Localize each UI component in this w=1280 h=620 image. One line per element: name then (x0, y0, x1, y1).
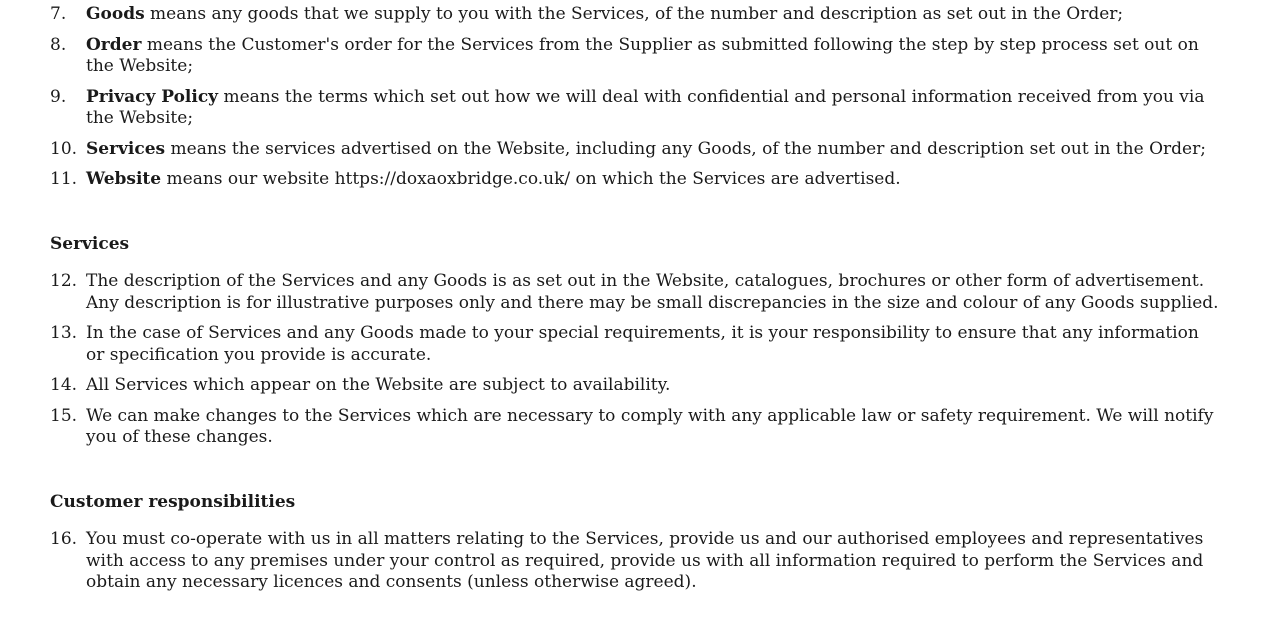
clause-item (50, 375, 1220, 397)
defined-term: Order (86, 34, 142, 55)
definition-item (50, 4, 1220, 26)
clause-text: We can make changes to the Services which are necessary to comply with any applicable law or safety requirement. We will notify you of these changes. (86, 405, 1214, 447)
clause-item (50, 323, 1220, 366)
definition-item (50, 35, 1220, 78)
terms-document (50, 4, 1220, 603)
definition-item (50, 169, 1220, 191)
clause-text (86, 87, 1220, 130)
customer-clauses (50, 529, 1220, 594)
clause-text (86, 169, 1220, 191)
clause-number: 8. (50, 34, 67, 55)
clause-item (50, 529, 1220, 594)
clause-text (86, 35, 1220, 78)
definition-item (50, 139, 1220, 161)
clause-number: 13. (50, 323, 78, 343)
clause-item (50, 406, 1220, 449)
defined-term: Services (86, 138, 166, 159)
clause-number: 15. (50, 405, 78, 426)
clause-text: In the case of Services and any Goods made to your special requirements, it is your responsibility to ensure that any information or specification you provide is accurate. (86, 323, 1199, 365)
definition-text: means any goods that we supply to you with the Services, of the number and description as set out in the Order; (144, 4, 1124, 24)
section-heading-services: Services (50, 233, 130, 254)
clause-number: 11. (50, 169, 78, 189)
definition-item (50, 87, 1220, 130)
clause-number: 12. (50, 271, 78, 291)
definition-text: means the terms which set out how we will deal with confidential and personal information received from you via the Website; (86, 86, 1205, 128)
clause-number: 9. (50, 86, 67, 107)
clause-text: You must co-operate with us in all matters relating to the Services, provide us and our authorised employees and representatives with access to any premises under your control as required, provide us with all information required to perform the Services and obtain any necessary licences and consents (unless otherwise agreed). (86, 529, 1204, 592)
section-heading-customer-responsibilities: Customer responsibilities (50, 491, 296, 512)
definition-text: means our website https://doxaoxbridge.co.uk/ on which the Services are advertised. (161, 169, 901, 189)
clause-number: 16. (50, 529, 78, 549)
clause-text: All Services which appear on the Website are subject to availability. (86, 375, 671, 395)
clause-number: 14. (50, 375, 78, 395)
clause-number: 10. (50, 138, 78, 159)
clause-text (86, 4, 1220, 26)
defined-term: Website (86, 169, 162, 189)
clause-item (50, 271, 1220, 314)
clause-text: The description of the Services and any Goods is as set out in the Website, catalogues, brochures or other form of advertisement. Any description is for illustrative purposes only and there may be small discrepancies in the size and colour of any Goods supplied. (86, 271, 1219, 313)
defined-term: Goods (86, 4, 145, 24)
clause-number: 7. (50, 4, 67, 24)
definitions-list (50, 4, 1220, 191)
definition-text: means the services advertised on the Website, including any Goods, of the number and description set out in the Order; (165, 138, 1206, 159)
definition-text: means the Customer's order for the Services from the Supplier as submitted following the step by step process set out on the Website; (86, 34, 1199, 76)
clause-text (86, 139, 1220, 161)
defined-term: Privacy Policy (86, 86, 219, 107)
services-clauses (50, 271, 1220, 449)
